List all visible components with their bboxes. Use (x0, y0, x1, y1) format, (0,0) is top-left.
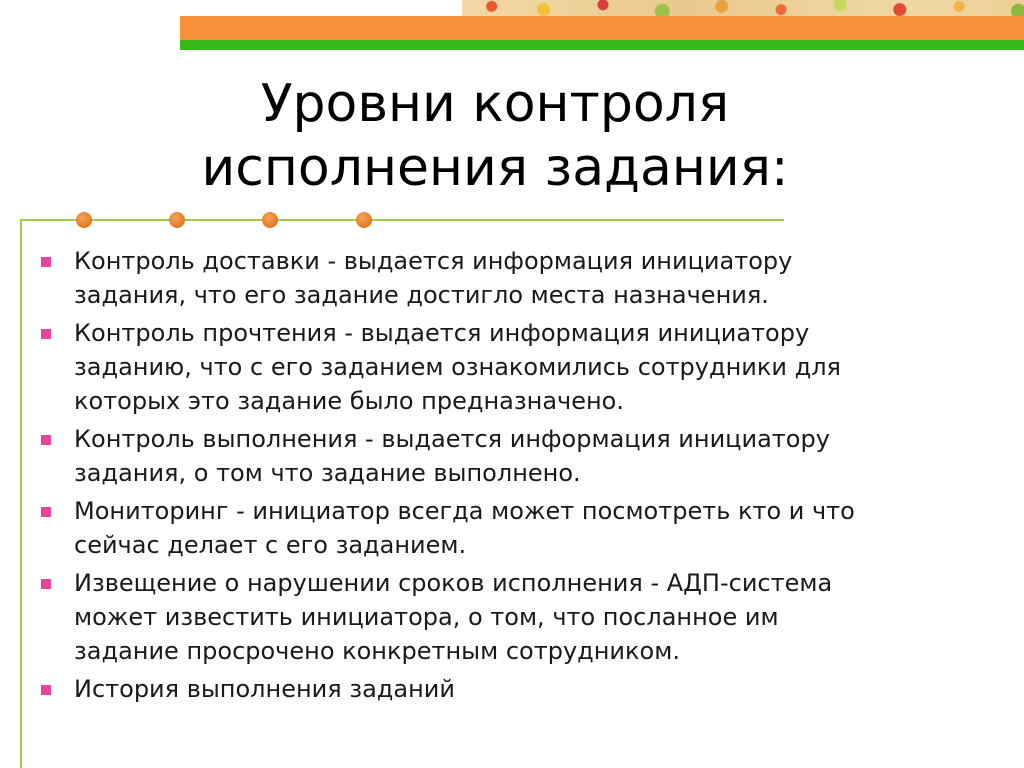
list-item (36, 494, 996, 562)
list-item-line: задания, что его задание достигло места назначения. (74, 281, 769, 309)
slide-title-line-1: Уровни контроля (260, 74, 730, 134)
list-item-line: Контроль доставки - выдается информация инициатору (74, 247, 793, 275)
square-bullet-icon (41, 685, 51, 695)
list-item (36, 422, 996, 490)
square-bullet-icon (41, 435, 51, 445)
list-item-line: Контроль выполнения - выдается информация инициатору (74, 425, 830, 453)
square-bullet-icon (41, 329, 51, 339)
square-bullet-icon (41, 507, 51, 517)
slide-title (100, 72, 890, 200)
bullet-list (36, 244, 996, 710)
list-item-line: Мониторинг - инициатор всегда может посмотреть кто и что (74, 497, 855, 525)
square-bullet-icon (41, 579, 51, 589)
frame-horizontal-line (20, 219, 784, 221)
list-item (36, 672, 996, 706)
orange-banner-stripe (180, 16, 1024, 40)
green-banner-stripe (180, 40, 1024, 50)
list-item-line: задания, о том что задание выполнено. (74, 459, 581, 487)
flower-strip-image (462, 0, 1024, 16)
orange-circle-icon (262, 212, 278, 228)
list-item-line: задание просрочено конкретным сотрудником. (74, 637, 680, 665)
list-item-line: Извещение о нарушении сроков исполнения - АДП-система (74, 569, 833, 597)
list-item (36, 566, 996, 668)
list-item (36, 316, 996, 418)
list-item-line: История выполнения заданий (74, 675, 455, 703)
frame-vertical-line (20, 219, 22, 768)
square-bullet-icon (41, 257, 51, 267)
list-item-line: сейчас делает с его заданием. (74, 531, 467, 559)
list-item-line: заданию, что с его заданием ознакомились сотрудники для (74, 353, 841, 381)
top-banner (180, 0, 1024, 50)
list-item-line: которых это задание было предназначено. (74, 387, 624, 415)
slide-title-line-2: исполнения задания: (201, 138, 789, 198)
orange-circle-icon (169, 212, 185, 228)
list-item (36, 244, 996, 312)
orange-circle-icon (76, 212, 92, 228)
list-item-line: Контроль прочтения - выдается информация инициатору (74, 319, 810, 347)
orange-circle-icon (356, 212, 372, 228)
list-item-line: может известить инициатора, о том, что посланное им (74, 603, 779, 631)
